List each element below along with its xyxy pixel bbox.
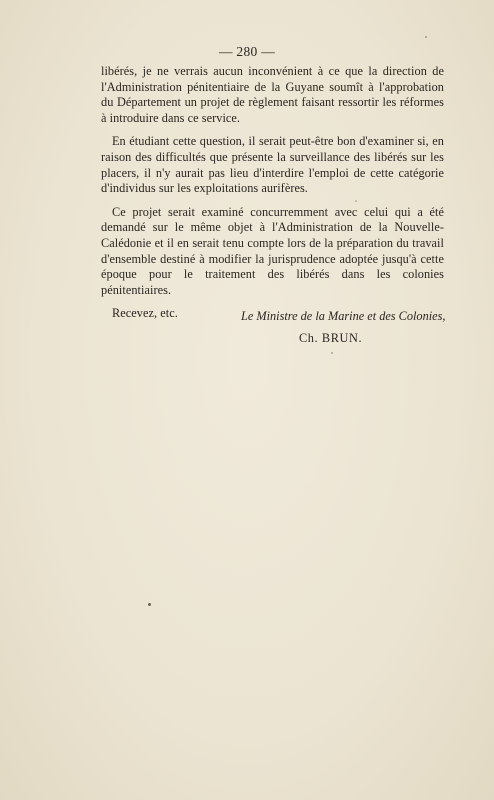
signature-title: Le Ministre de la Marine et des Colonies, (241, 309, 446, 323)
paper-speck (355, 200, 357, 202)
paragraph-closing: Recevez, etc. (112, 306, 178, 321)
paper-speck (425, 36, 427, 38)
paragraph-project: Ce projet serait examiné concurremment avec celui qui a été demandé sur le même objet à l'Administration de la Nouvelle-Calédonie et il en serait tenu compte lors de la préparation du travail d'ensemble destiné à modifier la jurisprudence adoptée jusqu'à cette époque pour le traitement des libérés dans les colonies pénitentiaires. (101, 204, 444, 297)
signature-name: Ch. BRUN. (299, 331, 363, 345)
page-number: — 280 — (218, 44, 276, 59)
paper-speck (148, 603, 151, 606)
letter-body (101, 64, 444, 322)
paper-speck (331, 352, 333, 354)
paragraph-examination: En étudiant cette question, il serait peut-être bon d'examiner si, en raison des difficultés que présente la surveillance des libérés sur les placers, il n'y aurait pas lieu d'interdire l'emploi de cette catégorie d'individus sur les exploitations aurifères. (101, 134, 444, 196)
paragraph-continuation: libérés, je ne verrais aucun inconvénient à ce que la direction de l'Administration pénitentiaire de la Guyane soumît à l'approbation du Département un projet de règlement faisant ressortir les réformes à introduire dans ce service. (101, 64, 444, 125)
